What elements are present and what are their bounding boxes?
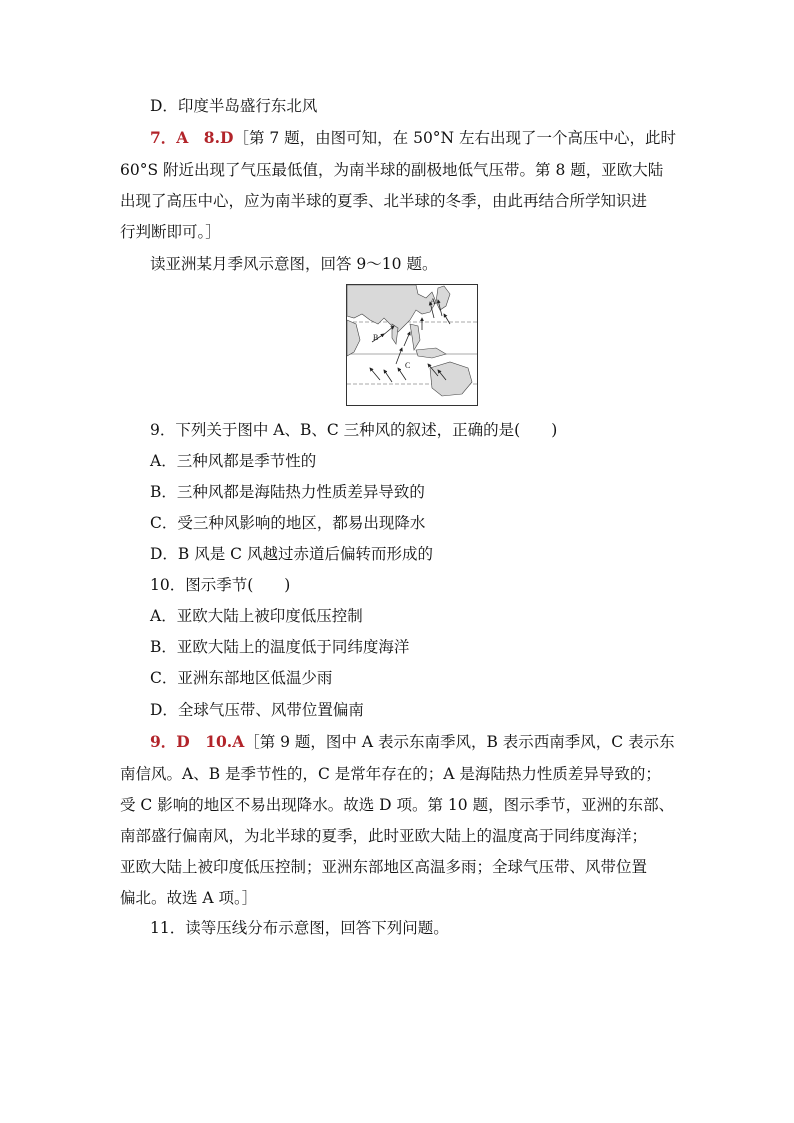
q9-option-c: C．受三种风影响的地区，都易出现降水 [150, 514, 426, 532]
q9-option-d: D．B 风是 C 风越过赤道后偏转而形成的 [150, 545, 433, 563]
explanation-line: 偏北。故选 A 项。］ [120, 889, 258, 907]
q9-option-b: B．三种风都是海陆热力性质差异导致的 [150, 483, 425, 501]
q10-option-a: A．亚欧大陆上被印度低压控制 [150, 607, 363, 625]
explanation-line: 亚欧大陆上被印度低压控制；亚洲东部地区高温多雨；全球气压带、风带位置 [120, 858, 648, 876]
explanation-line: 60°S 附近出现了气压最低值，为南半球的副极地低气压带。第 8 题，亚欧大陆 [120, 161, 664, 179]
q10-option-d: D．全球气压带、风带位置偏南 [150, 701, 364, 719]
explanation-line: 受 C 影响的地区不易出现降水。故选 D 项。第 10 题，图示季节，亚洲的东部、 [120, 796, 675, 814]
q10-option-c: C．亚洲东部地区低温少雨 [150, 669, 333, 687]
question-9-stem: 9．下列关于图中 A、B、C 三种风的叙述，正确的是( ) [150, 421, 558, 439]
question-11-stem: 11．读等压线分布示意图，回答下列问题。 [150, 919, 449, 937]
asia-monsoon-map [346, 284, 478, 406]
explanation-line: 行判断即可。］ [120, 223, 221, 241]
q9-option-a: A．三种风都是季节性的 [150, 452, 317, 470]
answer-key: 7．A 8.D [150, 128, 234, 147]
explanation-text: ［第 9 题，图中 A 表示东南季风，B 表示西南季风，C 表示东 [244, 733, 675, 751]
reading-instruction: 读亚洲某月季风示意图，回答 9～10 题。 [150, 255, 438, 273]
label-a: A [430, 297, 436, 306]
q8-option-d: D．印度半岛盛行东北风 [150, 97, 318, 115]
explanation-line: 南信风。A、B 是季节性的，C 是常年存在的；A 是海陆热力性质差异导致的； [120, 765, 661, 783]
label-b: B [373, 333, 379, 342]
question-10-stem: 10．图示季节( ) [150, 576, 291, 594]
answer-key: 9．D 10.A [150, 732, 245, 751]
explanation-line: 南部盛行偏南风，为北半球的夏季，此时亚欧大陆上的温度高于同纬度海洋； [120, 827, 648, 845]
label-c: C [405, 361, 411, 370]
monsoon-map-svg [346, 284, 478, 406]
explanation-line: 出现了高压中心，应为南半球的夏季、北半球的冬季，由此再结合所学知识进 [120, 192, 648, 210]
q10-option-b: B．亚欧大陆上的温度低于同纬度海洋 [150, 638, 410, 656]
answer-9-10-line [150, 732, 680, 752]
answer-7-8-line [150, 128, 680, 148]
explanation-text: ［第 7 题，由图可知，在 50°N 左右出现了一个高压中心，此时 [233, 129, 677, 147]
